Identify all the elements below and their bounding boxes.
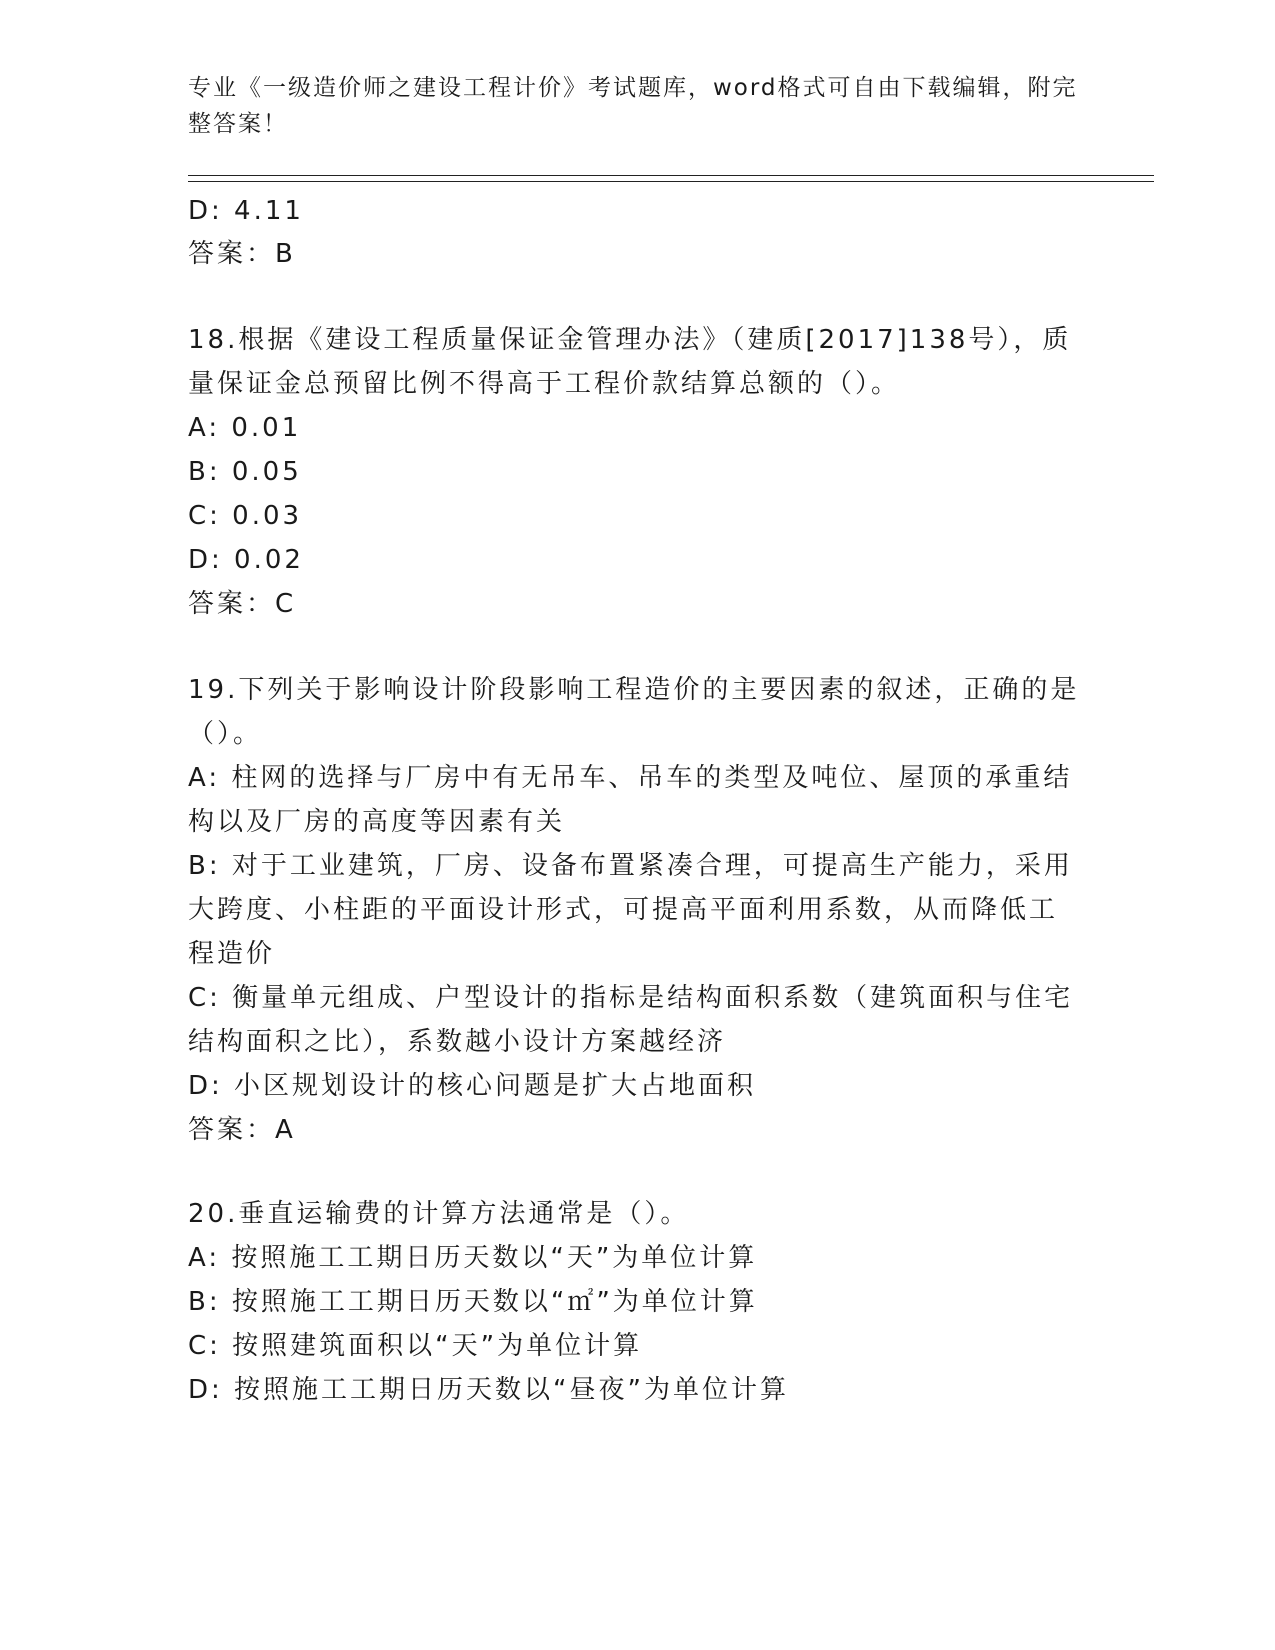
q19-stem-line-2: （）。 xyxy=(188,719,263,749)
q17-option-d: D: 4.11 xyxy=(188,196,304,226)
q20-option-a: A: 按照施工工期日历天数以“天”为单位计算 xyxy=(188,1243,758,1273)
q19-option-b-line-2: 大跨度、小柱距的平面设计形式，可提高平面利用系数，从而降低工 xyxy=(188,895,1059,925)
q18-option-b: B: 0.05 xyxy=(188,457,302,487)
document-header xyxy=(188,70,1088,142)
header-line-1: 专业《一级造价师之建设工程计价》考试题库，word格式可自由下载编辑，附完 xyxy=(188,75,1078,101)
header-rule-top xyxy=(188,175,1154,176)
q20-stem: 20.垂直运输费的计算方法通常是（）。 xyxy=(188,1199,690,1229)
q19-option-b-line-1: B: 对于工业建筑，厂房、设备布置紧凑合理，可提高生产能力，采用 xyxy=(188,851,1073,881)
q19-option-a-line-2: 构以及厂房的高度等因素有关 xyxy=(188,807,566,837)
q18-option-c: C: 0.03 xyxy=(188,501,303,531)
q20-option-d: D: 按照施工工期日历天数以“昼夜”为单位计算 xyxy=(188,1375,789,1405)
q19-option-a-line-1: A: 柱网的选择与厂房中有无吊车、吊车的类型及吨位、屋顶的承重结 xyxy=(188,763,1073,793)
q18-stem-line-2: 量保证金总预留比例不得高于工程价款结算总额的（）。 xyxy=(188,369,901,399)
q19-stem-line-1: 19.下列关于影响设计阶段影响工程造价的主要因素的叙述，正确的是 xyxy=(188,675,1080,705)
q19-option-c-line-2: 结构面积之比），系数越小设计方案越经济 xyxy=(188,1027,727,1057)
q18-answer: 答案：C xyxy=(188,589,297,619)
header-line-2: 整答案！ xyxy=(188,111,288,137)
q18-option-a: A: 0.01 xyxy=(188,413,302,443)
q20-option-b: B: 按照施工工期日历天数以“㎡”为单位计算 xyxy=(188,1287,758,1317)
q19-option-d: D: 小区规划设计的核心问题是扩大占地面积 xyxy=(188,1071,757,1101)
q19-option-b-line-3: 程造价 xyxy=(188,939,276,969)
q19-option-c-line-1: C: 衡量单元组成、户型设计的指标是结构面积系数（建筑面积与住宅 xyxy=(188,983,1074,1013)
q18-stem-line-1: 18.根据《建设工程质量保证金管理办法》（建质[2017]138号），质 xyxy=(188,325,1072,355)
header-rule-bottom xyxy=(188,181,1154,182)
q18-option-d: D: 0.02 xyxy=(188,545,304,575)
q20-option-c: C: 按照建筑面积以“天”为单位计算 xyxy=(188,1331,643,1361)
q19-answer: 答案：A xyxy=(188,1115,296,1145)
q17-answer: 答案：B xyxy=(188,239,296,269)
